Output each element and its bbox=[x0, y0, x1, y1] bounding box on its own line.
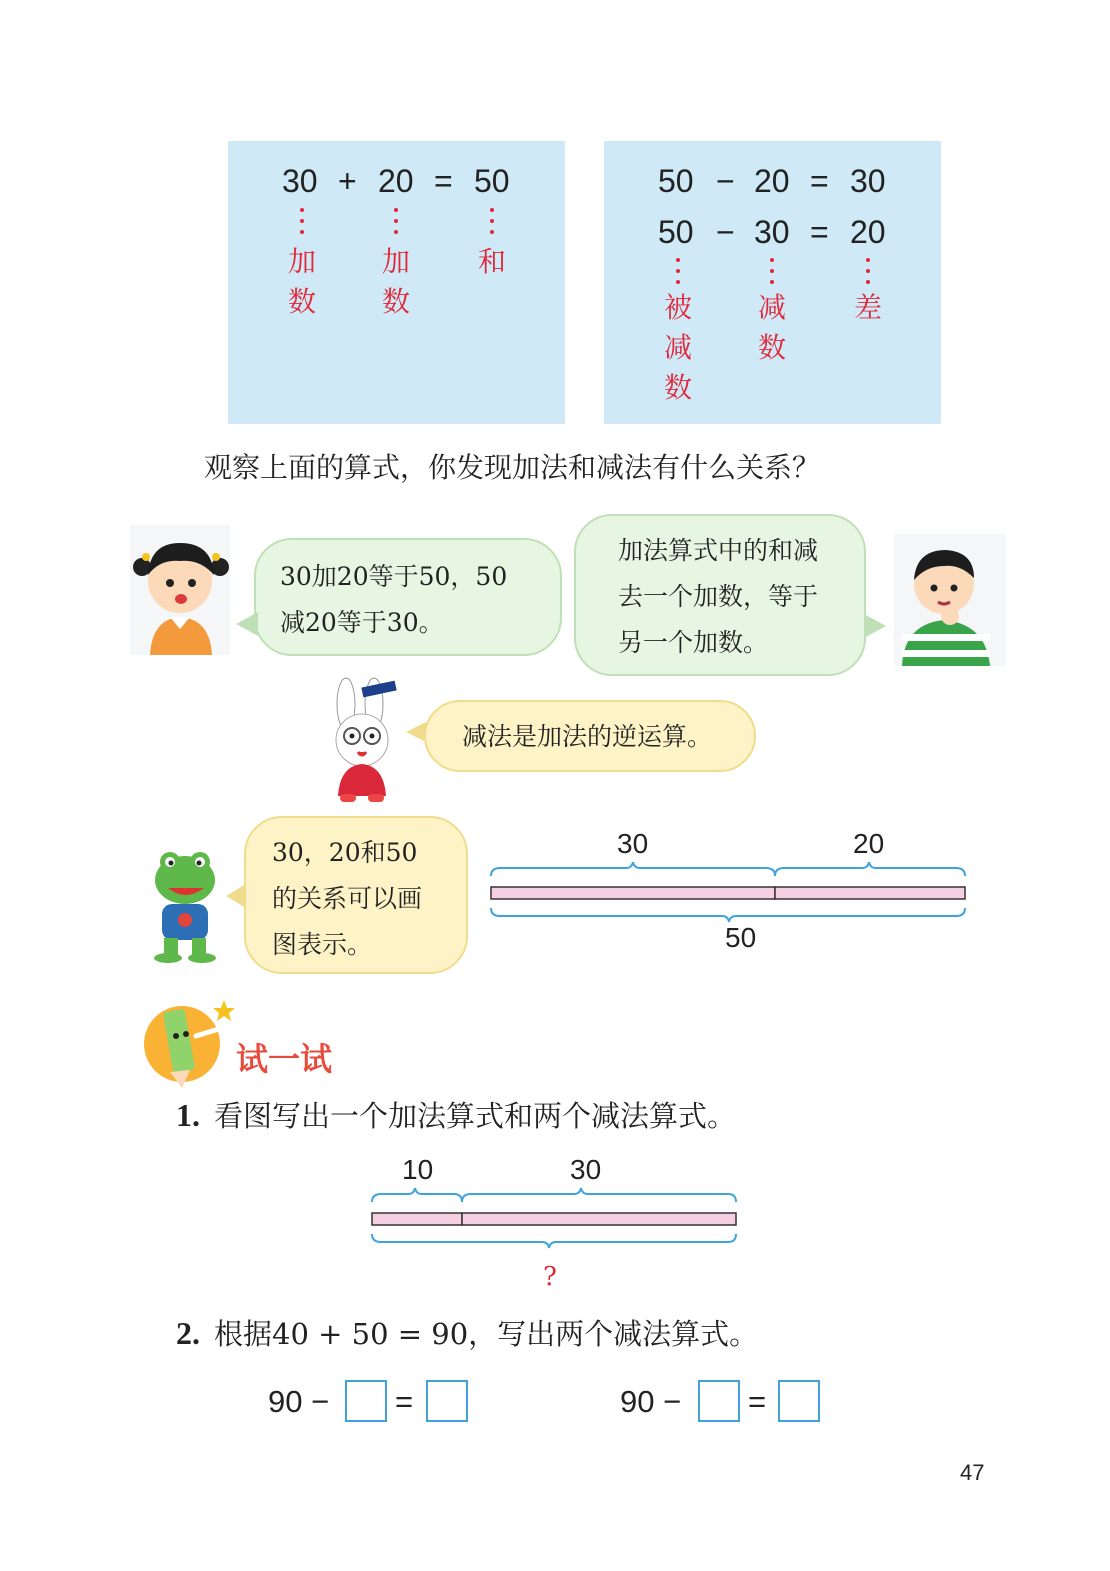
rabbit-illustration bbox=[310, 676, 410, 806]
exercise-2-number: 2. bbox=[176, 1315, 200, 1351]
label-char: 减 bbox=[663, 331, 692, 364]
exercise-2-eq2-answer-box-1[interactable] bbox=[698, 1380, 740, 1422]
diagram2-part1-label: 10 bbox=[402, 1154, 434, 1185]
label-subtrahend bbox=[752, 288, 792, 368]
exercise-2-eq1-answer-box-2[interactable] bbox=[426, 1380, 468, 1422]
girl-speech-bubble bbox=[254, 538, 562, 656]
exercise-2-eq2-start: 90 − bbox=[620, 1384, 682, 1419]
sub-eq2-a: 50 bbox=[658, 214, 694, 250]
sub-eq1-a: 50 bbox=[658, 163, 694, 199]
boy-speech-line-2: 去一个加数，等于 bbox=[618, 582, 819, 611]
sub-eq1-op: − bbox=[716, 163, 735, 199]
label-char: 和 bbox=[477, 245, 506, 278]
try-section-title: 试一试 bbox=[236, 1040, 333, 1078]
diagram1-part2-label: 20 bbox=[853, 828, 885, 859]
exercise-2-eq1-answer-box-1[interactable] bbox=[345, 1380, 387, 1422]
sub-eq2-equals: = bbox=[810, 214, 829, 250]
exercise-2-eq1-equals: = bbox=[395, 1384, 414, 1419]
frog-speech-bubble bbox=[244, 816, 468, 974]
label-addend-2 bbox=[376, 242, 416, 322]
dotted-connector bbox=[676, 258, 680, 291]
top-brace-part2 bbox=[775, 862, 965, 876]
bar-part1 bbox=[372, 1213, 462, 1225]
top-brace-part1 bbox=[491, 862, 775, 876]
exercise-1-number: 1. bbox=[176, 1097, 200, 1133]
segment-diagram-1 bbox=[486, 862, 970, 930]
label-char: 数 bbox=[757, 331, 786, 364]
label-char: 加 bbox=[381, 245, 410, 278]
add-eq-sum: 50 bbox=[474, 163, 510, 199]
add-eq-equals: = bbox=[434, 163, 453, 199]
frog-speech-line-2: 的关系可以画 bbox=[272, 884, 423, 913]
girl-speech-line-1: 30加20等于50，50 bbox=[280, 562, 508, 591]
exercise-2-text: 根据40 + 50 = 90，写出两个减法算式。 bbox=[214, 1317, 759, 1351]
diagram2-part2-label: 30 bbox=[570, 1154, 602, 1185]
sub-eq1-b: 20 bbox=[754, 163, 790, 199]
boy-speech-bubble bbox=[574, 514, 866, 676]
sub-eq2-b: 30 bbox=[754, 214, 790, 250]
exercise-2-eq2-equals: = bbox=[748, 1384, 767, 1419]
frog-speech-line-1: 30，20和50 bbox=[272, 838, 418, 867]
label-char: 数 bbox=[663, 371, 692, 404]
pencil-mascot-icon bbox=[140, 996, 236, 1088]
boy-speech-line-1: 加法算式中的和减 bbox=[618, 536, 819, 565]
dotted-connector bbox=[300, 208, 304, 241]
bar-part2 bbox=[775, 887, 965, 899]
sub-eq2-op: − bbox=[716, 214, 735, 250]
page-number: 47 bbox=[960, 1460, 985, 1485]
frog-speech-line-3: 图表示。 bbox=[272, 930, 373, 959]
label-char: 数 bbox=[287, 285, 316, 318]
bubble-tail bbox=[406, 722, 426, 742]
bottom-brace-total bbox=[372, 1234, 736, 1248]
bottom-brace-total bbox=[491, 908, 965, 922]
label-char: 差 bbox=[853, 291, 882, 324]
segment-diagram-2 bbox=[366, 1188, 742, 1256]
girl-speech-line-2: 减20等于30。 bbox=[280, 608, 444, 637]
bubble-tail bbox=[236, 612, 258, 636]
bubble-tail bbox=[226, 884, 246, 908]
frog-illustration bbox=[148, 848, 222, 964]
bar-part2 bbox=[462, 1213, 736, 1225]
boy-illustration bbox=[894, 534, 1006, 666]
rabbit-speech-bubble bbox=[424, 700, 756, 772]
exercise-2 bbox=[176, 1312, 758, 1353]
add-eq-b: 20 bbox=[378, 163, 414, 199]
bar-part1 bbox=[491, 887, 775, 899]
sub-eq2-result: 20 bbox=[850, 214, 886, 250]
label-char: 数 bbox=[381, 285, 410, 318]
exercise-2-eq1-start: 90 − bbox=[268, 1384, 330, 1419]
girl-illustration bbox=[130, 525, 230, 655]
dotted-connector bbox=[866, 258, 870, 291]
question-text: 观察上面的算式，你发现加法和减法有什么关系？ bbox=[204, 451, 821, 484]
dotted-connector bbox=[394, 208, 398, 241]
add-eq-op: + bbox=[338, 163, 357, 199]
dotted-connector bbox=[490, 208, 494, 241]
dotted-connector bbox=[770, 258, 774, 291]
label-minuend bbox=[658, 288, 698, 408]
sub-eq1-equals: = bbox=[810, 163, 829, 199]
label-sum bbox=[472, 242, 512, 282]
top-brace-part1 bbox=[372, 1188, 462, 1202]
exercise-2-eq2-answer-box-2[interactable] bbox=[778, 1380, 820, 1422]
diagram1-total-label: 50 bbox=[725, 922, 757, 953]
rabbit-speech-text: 减法是加法的逆运算。 bbox=[462, 722, 713, 751]
add-eq-a: 30 bbox=[282, 163, 318, 199]
label-addend-1 bbox=[282, 242, 322, 322]
sub-eq1-result: 30 bbox=[850, 163, 886, 199]
exercise-1 bbox=[176, 1094, 736, 1135]
boy-speech-line-3: 另一个加数。 bbox=[618, 628, 769, 657]
diagram2-unknown-total: ? bbox=[543, 1262, 557, 1292]
label-difference bbox=[848, 288, 888, 328]
top-brace-part2 bbox=[462, 1188, 736, 1202]
bubble-tail bbox=[864, 614, 886, 638]
label-char: 加 bbox=[287, 245, 316, 278]
label-char: 被 bbox=[663, 291, 692, 324]
label-char: 减 bbox=[757, 291, 786, 324]
exercise-1-text: 看图写出一个加法算式和两个减法算式。 bbox=[214, 1099, 737, 1133]
diagram1-part1-label: 30 bbox=[617, 828, 649, 859]
